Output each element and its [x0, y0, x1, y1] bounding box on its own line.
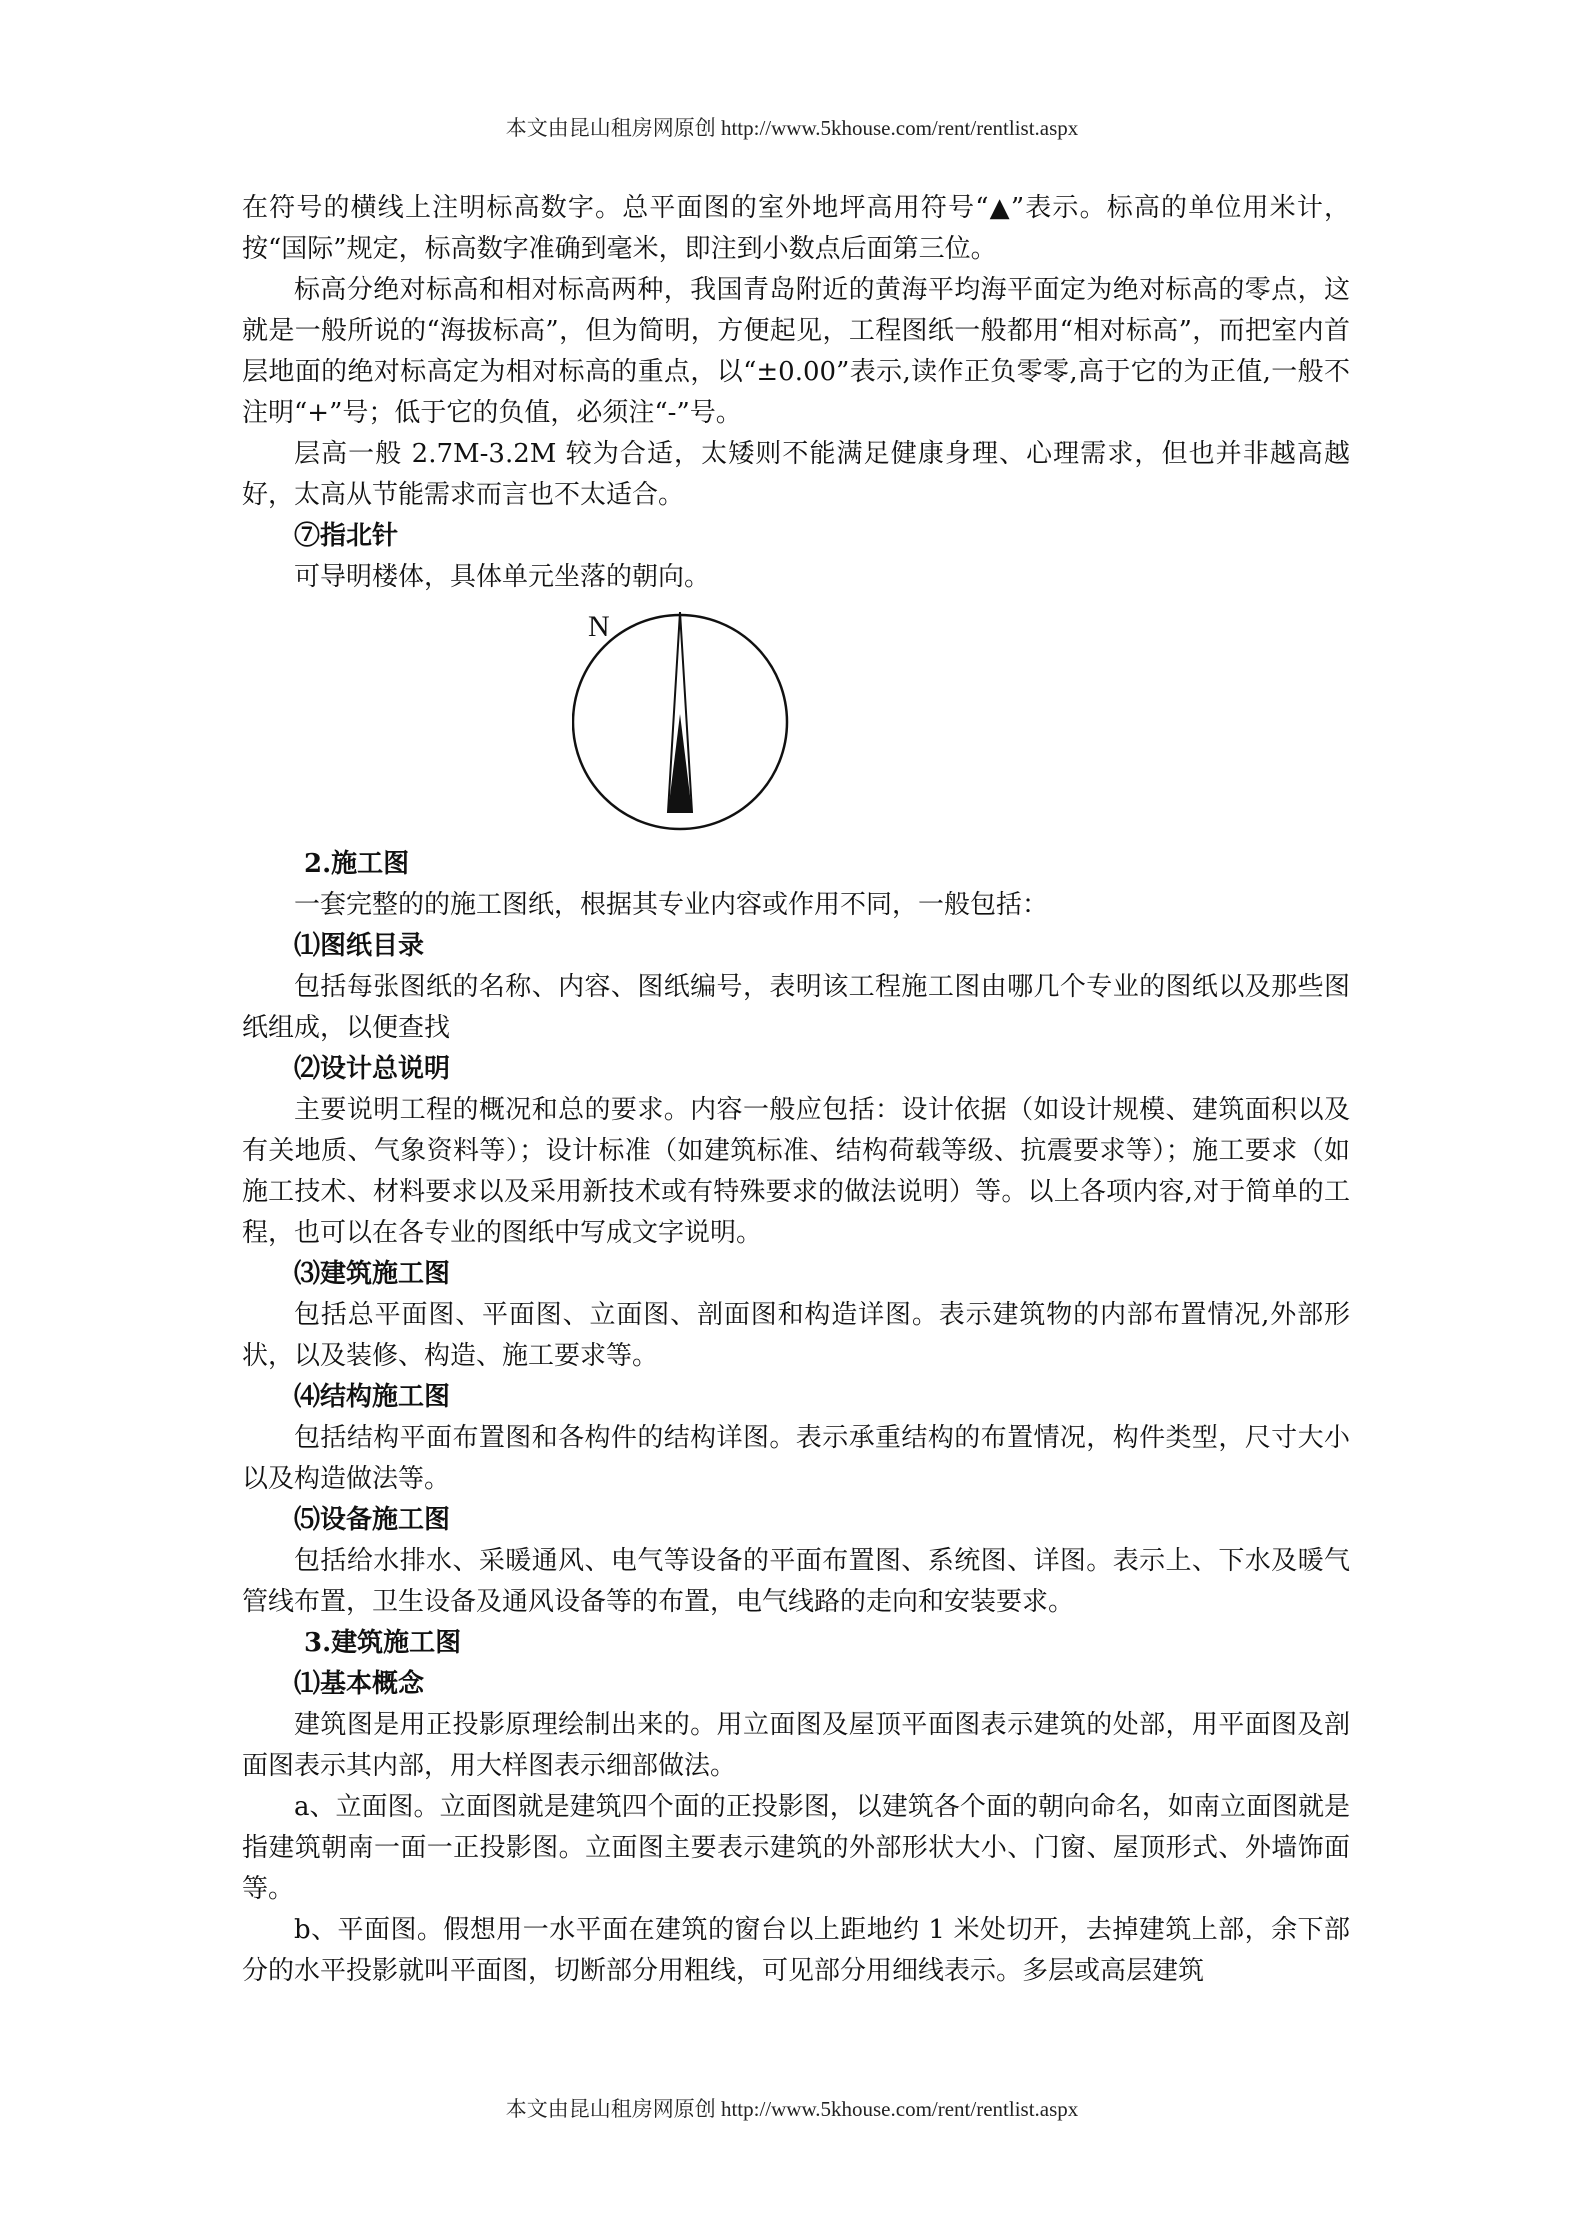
paragraph: 包括结构平面布置图和各构件的结构详图。表示承重结构的布置情况，构件类型，尺寸大小以及构造做法等。	[242, 1423, 1350, 1494]
paragraph: 在符号的横线上注明标高数字。总平面图的室外地坪高用符号“▲”表示。标高的单位用米计，按“国际”规定，标高数字准确到毫米，即注到小数点后面第三位。	[242, 193, 1350, 264]
subheading-design-notes: ⑵设计总说明	[294, 1054, 451, 1084]
paragraph: 标高分绝对标高和相对标高两种，我国青岛附近的黄海平均海平面定为绝对标高的零点，这就是一般所说的“海拔标高”，但为简明，方便起见，工程图纸一般都用“相对标高”，而把室内首层地面的绝对标高定为相对标高的重点，以“±0.00”表示,读作正负零零,高于它的为正值,一般不注明“+”号；低于它的负值，必须注“-”号。	[242, 275, 1350, 428]
paragraph: a、立面图。立面图就是建筑四个面的正投影图，以建筑各个面的朝向命名，如南立面图就是指建筑朝南一面一正投影图。立面图主要表示建筑的外部形状大小、门窗、屋顶形式、外墙饰面等。	[242, 1792, 1350, 1904]
page-footer: 本文由昆山租房网原创 http://www.5khouse.com/rent/rentlist.aspx	[505, 2097, 1079, 2121]
section-heading-architectural: 3.建筑施工图	[304, 1628, 462, 1658]
paragraph: 建筑图是用正投影原理绘制出来的。用立面图及屋顶平面图表示建筑的处部，用平面图及剖面图表示其内部，用大样图表示细部做法。	[242, 1710, 1350, 1781]
subheading-structural-drawings: ⑷结构施工图	[294, 1382, 451, 1412]
paragraph: 包括每张图纸的名称、内容、图纸编号，表明该工程施工图由哪几个专业的图纸以及那些图纸组成，以便查找	[242, 972, 1350, 1043]
subheading-architectural-drawings: ⑶建筑施工图	[294, 1259, 451, 1289]
north-arrow-figure	[242, 604, 1350, 840]
compass-icon	[572, 604, 812, 840]
paragraph: 可导明楼体，具体单元坐落的朝向。	[294, 562, 711, 592]
compass-north-label: N	[588, 610, 610, 643]
document-body	[242, 188, 1350, 1992]
paragraph: 主要说明工程的概况和总的要求。内容一般应包括：设计依据（如设计规模、建筑面积以及有关地质、气象资料等）；设计标准（如建筑标准、结构荷载等级、抗震要求等）；施工要求（如施工技术、材料要求以及采用新技术或有特殊要求的做法说明）等。以上各项内容,对于简单的工程，也可以在各专业的图纸中写成文字说明。	[242, 1095, 1350, 1248]
subheading-equipment-drawings: ⑸设备施工图	[294, 1505, 451, 1535]
section-heading-north-arrow: ⑦指北针	[294, 521, 399, 551]
paragraph: 层高一般 2.7M-3.2M 较为合适，太矮则不能满足健康身理、心理需求，但也并非越高越好，太高从节能需求而言也不太适合。	[242, 439, 1350, 510]
paragraph: 包括给水排水、采暖通风、电气等设备的平面布置图、系统图、详图。表示上、下水及暖气管线布置，卫生设备及通风设备等的布置，电气线路的走向和安装要求。	[242, 1546, 1350, 1617]
section-heading-construction-drawings: 2.施工图	[304, 849, 410, 879]
page-header: 本文由昆山租房网原创 http://www.5khouse.com/rent/rentlist.aspx	[505, 116, 1079, 140]
subheading-basic-concepts: ⑴基本概念	[294, 1669, 425, 1699]
subheading-drawing-index: ⑴图纸目录	[294, 931, 425, 961]
paragraph: 一套完整的的施工图纸，根据其专业内容或作用不同，一般包括：	[294, 890, 1049, 920]
paragraph: 包括总平面图、平面图、立面图、剖面图和构造详图。表示建筑物的内部布置情况,外部形状，以及装修、构造、施工要求等。	[242, 1300, 1350, 1371]
paragraph: b、平面图。假想用一水平面在建筑的窗台以上距地约 1 米处切开，去掉建筑上部，余下部分的水平投影就叫平面图，切断部分用粗线，可见部分用细线表示。多层或高层建筑	[242, 1915, 1350, 1986]
